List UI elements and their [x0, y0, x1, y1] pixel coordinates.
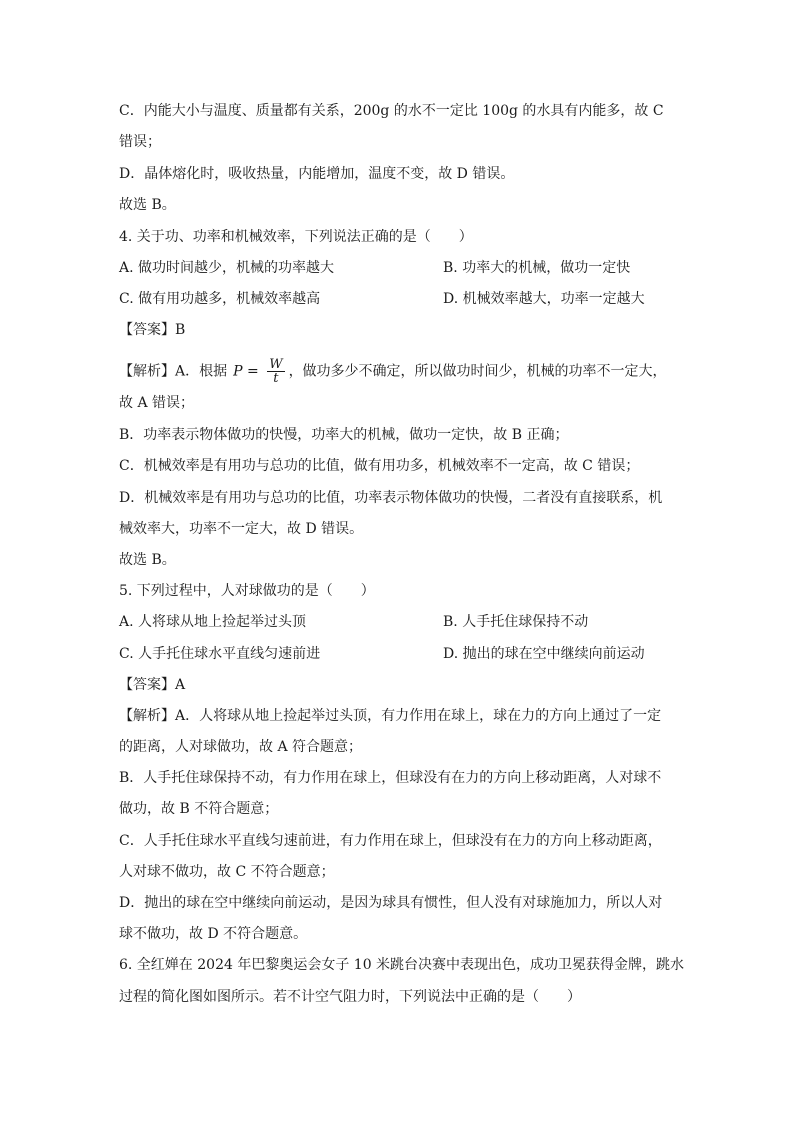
- q5-stem: 5. 下列过程中，人对球做功的是（ ）: [119, 583, 375, 599]
- q4-analysis-a-prefix: 【解析】A．根据: [119, 363, 228, 380]
- q5-analysis-c-line2: 人对球不做功，故 C 不符合题意；: [119, 864, 335, 880]
- formula-eq: =: [247, 363, 259, 380]
- q5-analysis-a-line1: 【解析】A．人将球从地上捡起举过头顶，有力作用在球上，球在力的方向上通过了一定: [119, 708, 662, 724]
- q4-option-a: A. 做功时间越少，机械的功率越大: [119, 260, 335, 276]
- q5-analysis-a-line2: 的距离，人对球做功，故 A 符合题意；: [119, 739, 363, 755]
- q3-analysis-d-line: D．晶体熔化时，吸收热量，内能增加，温度不变，故 D 错误。: [119, 166, 515, 182]
- q3-analysis-c-line1: C．内能大小与温度、质量都有关系，200g 的水不一定比 100g 的水具有内能多，故 C: [119, 103, 664, 119]
- formula-lhs: P: [233, 363, 243, 380]
- q4-conclusion: 故选 B。: [119, 552, 176, 568]
- q4-analysis-d-line2: 械效率大，功率不一定大，故 D 错误。: [119, 521, 364, 537]
- q4-analysis-b-line: B．功率表示物体做功的快慢，功率大的机械，做功一定快，故 B 正确；: [119, 427, 569, 443]
- q5-answer: 【答案】A: [119, 677, 186, 693]
- q4-analysis-a-line2: 故 A 错误；: [119, 395, 195, 411]
- formula-denominator: t: [273, 371, 279, 386]
- q5-analysis-b-line2: 做功，故 B 不符合题意；: [119, 801, 279, 817]
- q5-analysis-c-line1: C．人手托住球水平直线匀速前进，有力作用在球上，但球没有在力的方向上移动距离，: [119, 833, 662, 849]
- q3-analysis-c-line2: 错误；: [119, 134, 161, 150]
- q4-analysis-d-line1: D．机械效率是有用功与总功的比值，功率表示物体做功的快慢，二者没有直接联系，机: [119, 490, 663, 506]
- q6-stem-line2: 过程的简化图如图所示。若不计空气阻力时，下列说法中正确的是（ ）: [119, 989, 581, 1005]
- q5-option-c: C. 人手托住球水平直线匀速前进: [119, 646, 321, 662]
- q6-stem-line1: 6. 全红婵在 2024 年巴黎奥运会女子 10 米跳台决赛中表现出色，成功卫冕获得金牌，跳水: [119, 957, 685, 973]
- q5-option-a: A. 人将球从地上捡起举过头顶: [119, 614, 307, 630]
- power-formula-fraction: [267, 358, 284, 385]
- q4-option-d: D. 机械效率越大，功率一定越大: [443, 291, 645, 307]
- q4-analysis-a-line1: [119, 358, 667, 385]
- q4-analysis-c-line: C．机械效率是有用功与总功的比值，做有用功多，机械效率不一定高，故 C 错误；: [119, 458, 640, 474]
- q5-analysis-b-line1: B．人手托住球保持不动，有力作用在球上，但球没有在力的方向上移动距离，人对球不: [119, 770, 662, 786]
- q5-analysis-d-line1: D．抛出的球在空中继续向前运动，是因为球具有惯性，但人没有对球施加力，所以人对: [119, 895, 663, 911]
- q5-analysis-d-line2: 球不做功，故 D 不符合题意。: [119, 926, 308, 942]
- q3-conclusion: 故选 B。: [119, 197, 176, 213]
- q4-stem: 4. 关于功、功率和机械效率，下列说法正确的是（ ）: [119, 229, 473, 245]
- q4-option-c: C. 做有用功越多，机械效率越高: [119, 291, 321, 307]
- q5-option-b: B. 人手托住球保持不动: [443, 614, 589, 630]
- q4-option-b: B. 功率大的机械，做功一定快: [443, 260, 631, 276]
- q4-answer: 【答案】B: [119, 322, 186, 338]
- q4-analysis-a-suffix: ，做功多少不确定，所以做功时间少，机械的功率不一定大，: [288, 363, 667, 380]
- q5-option-d: D. 抛出的球在空中继续向前运动: [443, 646, 645, 662]
- formula-numerator: W: [269, 357, 283, 372]
